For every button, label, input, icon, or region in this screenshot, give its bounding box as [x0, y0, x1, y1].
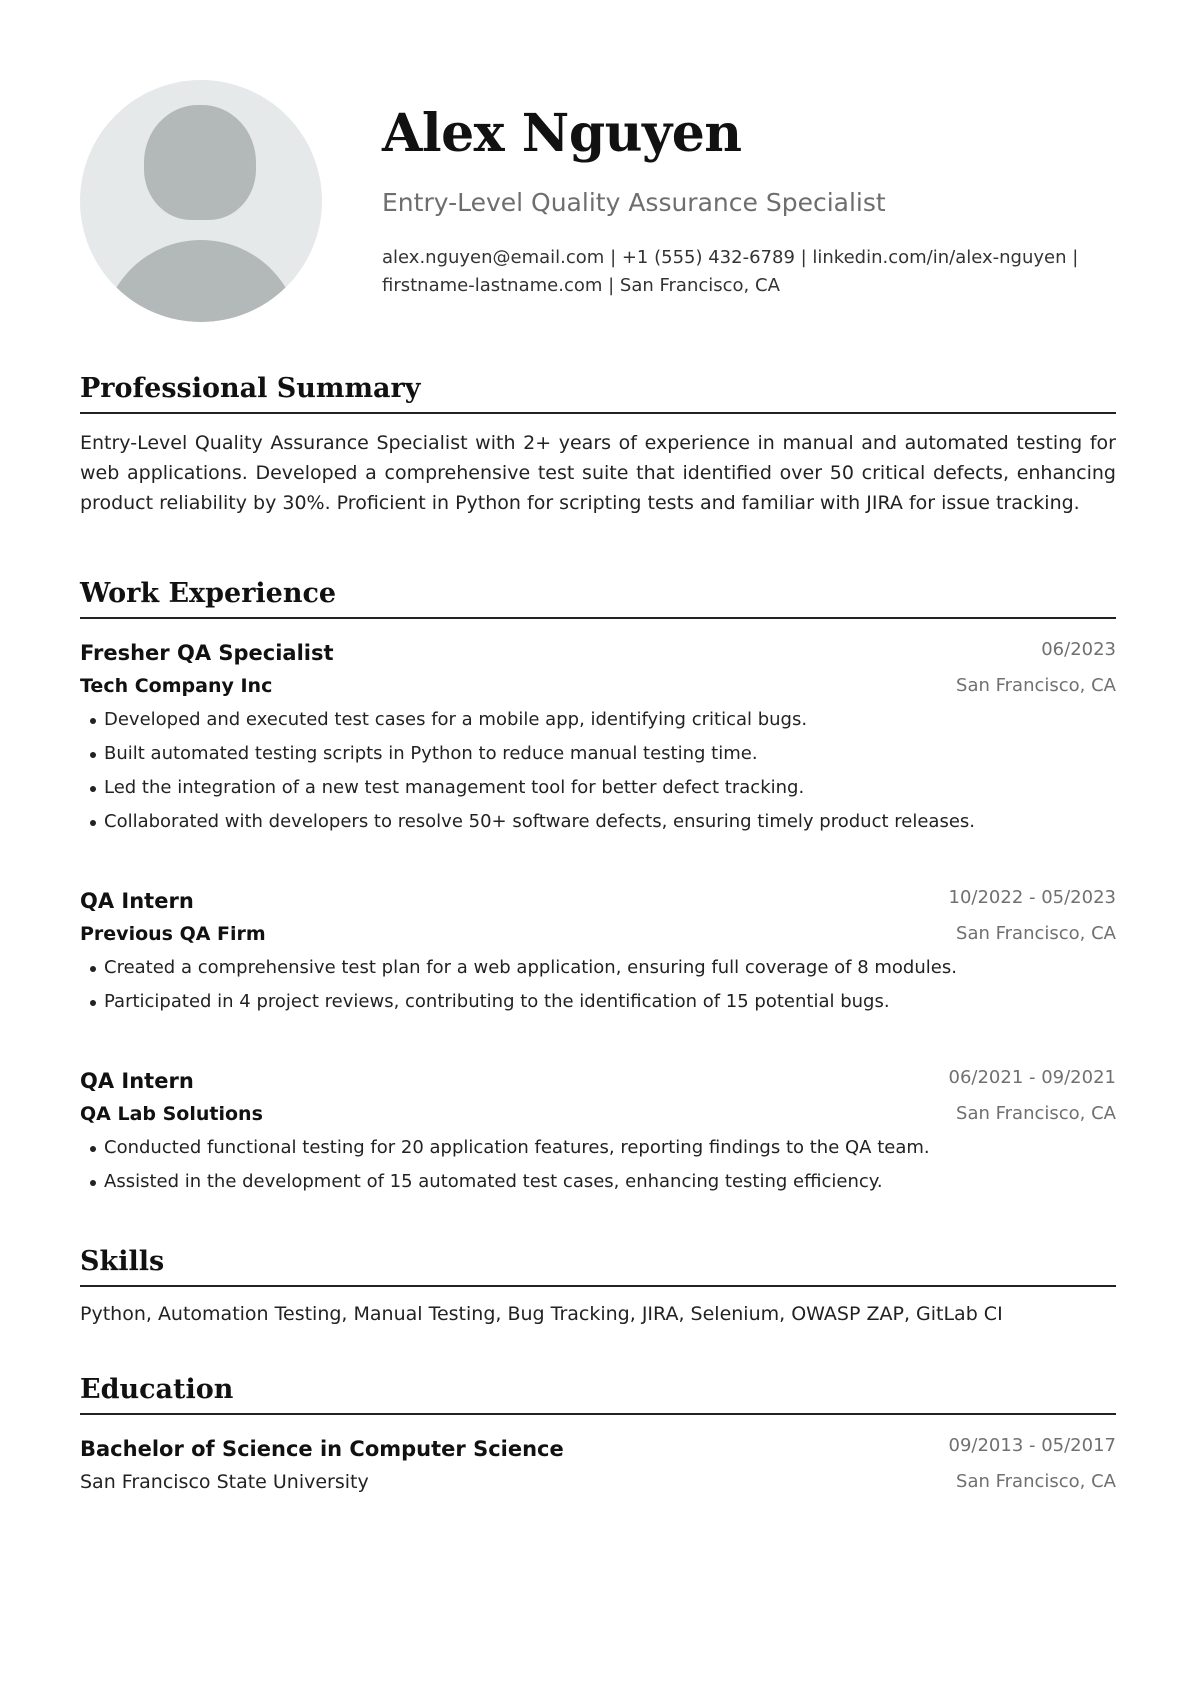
job-location: San Francisco, CA [956, 923, 1116, 944]
skills-heading: Skills [80, 1245, 1116, 1287]
job-bullets [80, 1131, 1116, 1199]
education-heading: Education [80, 1373, 1116, 1415]
job-entry [80, 1063, 1116, 1199]
summary-section [80, 372, 1116, 518]
job-title: Fresher QA Specialist [80, 641, 334, 665]
job-bullet: Developed and executed test cases for a mobile app, identifying critical bugs. [90, 703, 1116, 737]
school-name: San Francisco State University [80, 1471, 369, 1493]
skills-list: Python, Automation Testing, Manual Testing, Bug Tracking, JIRA, Selenium, OWASP ZAP, GitLab CI [80, 1303, 1003, 1325]
job-bullet: Created a comprehensive test plan for a web application, ensuring full coverage of 8 modules. [90, 951, 1116, 985]
candidate-title: Entry-Level Quality Assurance Specialist [382, 188, 886, 217]
summary-heading: Professional Summary [80, 372, 1116, 414]
job-location: San Francisco, CA [956, 675, 1116, 696]
job-bullet: Built automated testing scripts in Python to reduce manual testing time. [90, 737, 1116, 771]
contact-line-1: alex.nguyen@email.com | +1 (555) 432-6789 | linkedin.com/in/alex-nguyen | [382, 247, 1079, 268]
summary-text: Entry-Level Quality Assurance Specialist with 2+ years of experience in manual and automated testing for web applications. Developed a comprehensive test suite that identified over 50 critical defects, enhancing product reliability by 30%. Proficient in Python for scripting tests and familiar with JIRA for issue tracking. [80, 432, 1116, 514]
job-location: San Francisco, CA [956, 1103, 1116, 1124]
experience-section [80, 577, 1116, 1199]
job-bullet: Led the integration of a new test management tool for better defect tracking. [90, 771, 1116, 805]
job-title: QA Intern [80, 889, 194, 913]
job-entry [80, 883, 1116, 1019]
job-company: Previous QA Firm [80, 923, 266, 945]
avatar-head-shape [144, 105, 256, 220]
job-date: 06/2021 - 09/2021 [948, 1067, 1116, 1088]
education-section [80, 1373, 1116, 1497]
job-date: 10/2022 - 05/2023 [948, 887, 1116, 908]
job-company: QA Lab Solutions [80, 1103, 263, 1125]
job-bullets [80, 703, 1116, 839]
candidate-name: Alex Nguyen [382, 103, 742, 164]
job-bullet: Conducted functional testing for 20 application features, reporting findings to the QA team. [90, 1131, 1116, 1165]
skills-section [80, 1245, 1116, 1329]
avatar-placeholder [80, 80, 322, 322]
avatar-body-shape [102, 240, 300, 322]
degree-title: Bachelor of Science in Computer Science [80, 1437, 564, 1461]
contact-info [382, 244, 1116, 300]
education-entry [80, 1431, 1116, 1497]
education-location: San Francisco, CA [956, 1471, 1116, 1492]
job-title: QA Intern [80, 1069, 194, 1093]
contact-line-2: firstname-lastname.com | San Francisco, CA [382, 275, 780, 296]
job-bullets [80, 951, 1116, 1019]
job-bullet: Assisted in the development of 15 automated test cases, enhancing testing efficiency. [90, 1165, 1116, 1199]
job-entry [80, 635, 1116, 839]
resume-page [80, 0, 1116, 1683]
job-bullet: Participated in 4 project reviews, contributing to the identification of 15 potential bugs. [90, 985, 1116, 1019]
experience-heading: Work Experience [80, 577, 1116, 619]
job-bullet: Collaborated with developers to resolve 50+ software defects, ensuring timely product releases. [90, 805, 1116, 839]
resume-header [80, 80, 1116, 322]
job-company: Tech Company Inc [80, 675, 273, 697]
education-date: 09/2013 - 05/2017 [948, 1435, 1116, 1456]
job-date: 06/2023 [1041, 639, 1116, 660]
